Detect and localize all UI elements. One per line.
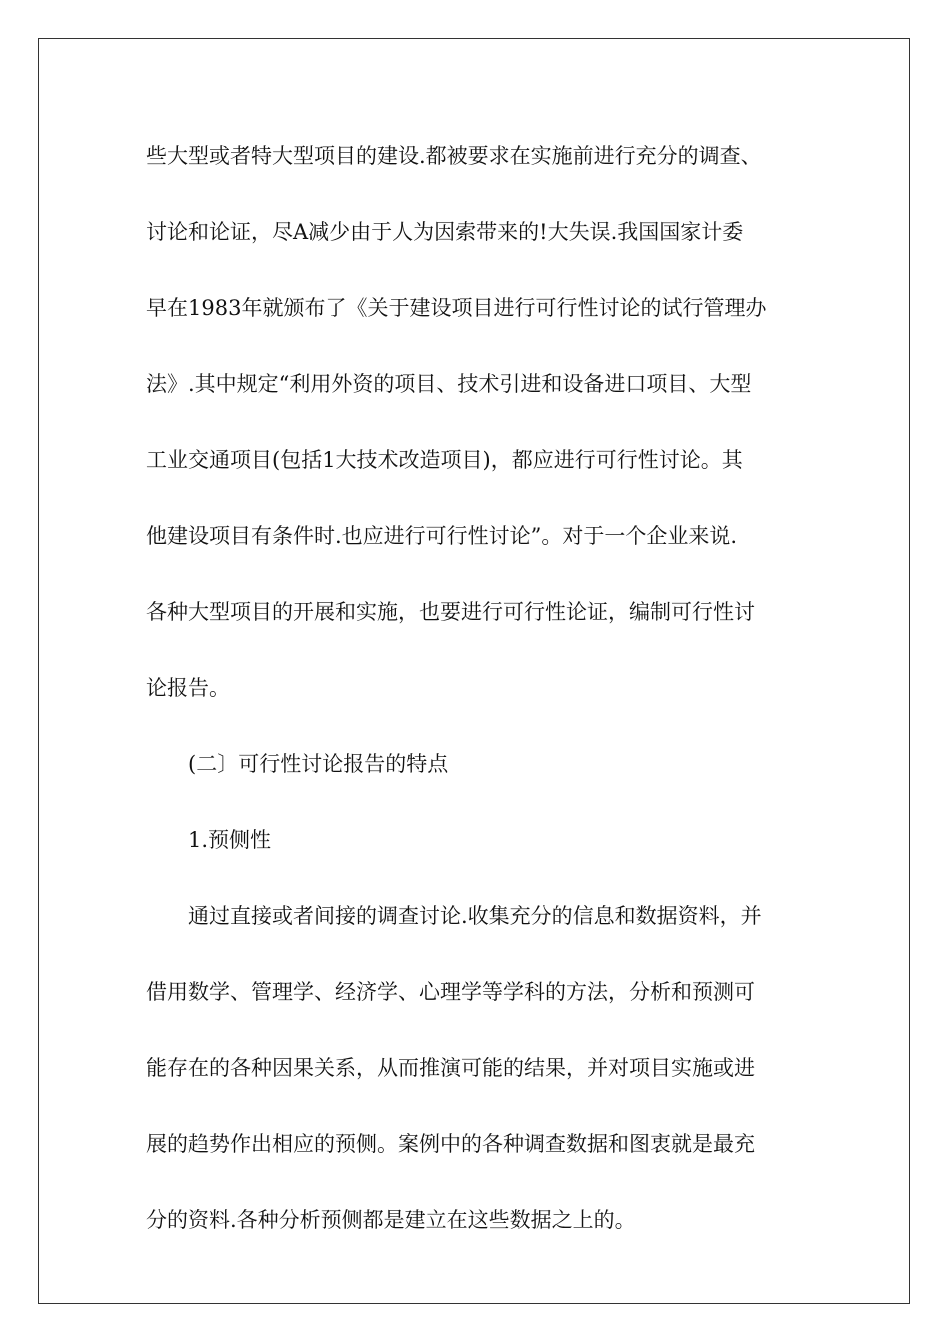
text-line: 分的资料.各种分析预侧都是建立在这些数据之上的。	[146, 1208, 636, 1232]
text-line: 各种大型项目的开展和实施，也要进行可行性论证，编制可行性讨	[146, 600, 755, 624]
text-line: 早在1983年就颁布了《关于建设项目进行可行性讨论的试行管理办	[146, 296, 767, 320]
document-body	[146, 118, 826, 1258]
text-line: 法》.其中规定“利用外资的项目、技术引进和设备进口项目、大型	[146, 372, 752, 396]
subsection-heading: 1.预侧性	[188, 828, 272, 852]
text-line: 通过直接或者间接的调查讨论.收集充分的信息和数据资料，并	[188, 904, 762, 928]
text-line: 论报告。	[146, 676, 230, 700]
text-line: 他建设项目有条件时.也应进行可行性讨论”。对于一个企业来说.	[146, 524, 738, 548]
text-line: 工业交通项目(包括1大技术改造项目)，都应进行可行性讨论。其	[146, 448, 743, 472]
text-line: 能存在的各种因果关系，从而推演可能的结果，并对项目实施或进	[146, 1056, 755, 1080]
text-line: 讨论和论证，尽A减少由于人为因索带来的!大失误.我国国家计委	[146, 220, 744, 244]
text-line: 些大型或者特大型项目的建设.都被要求在实施前进行充分的调查、	[146, 144, 762, 168]
text-line: 借用数学、管理学、经济学、心理学等学科的方法，分析和预测可	[146, 980, 755, 1004]
section-heading: (二〕可行性讨论报告的特点	[188, 752, 449, 776]
text-line: 展的趋势作出相应的预侧。案例中的各种调查数据和图衷就是最充	[146, 1132, 755, 1156]
